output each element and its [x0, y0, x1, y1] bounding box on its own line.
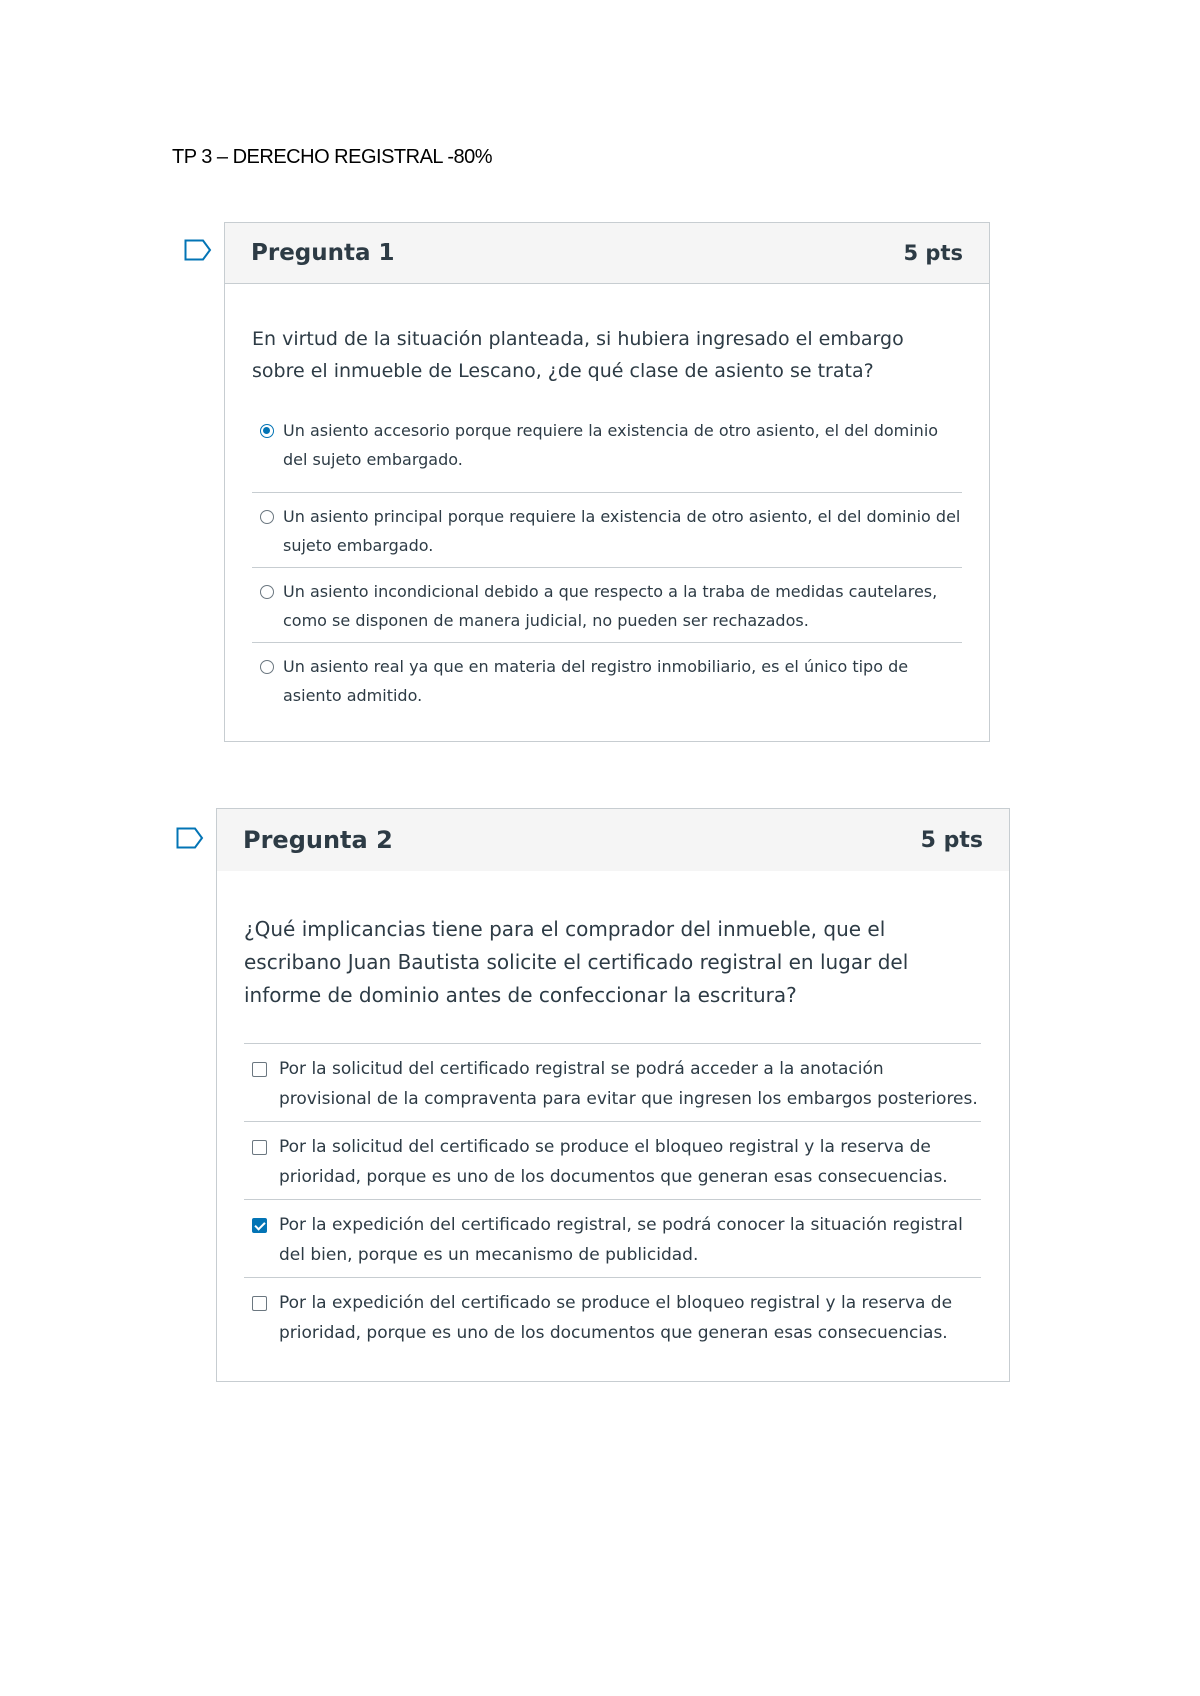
question-2-title: Pregunta 2	[243, 826, 393, 854]
answer-label: Un asiento real ya que en materia del registro inmobiliario, es el único tipo de asiento admitido.	[283, 657, 909, 705]
radio-button[interactable]	[260, 660, 274, 674]
radio-button[interactable]	[260, 585, 274, 599]
question-1-points: 5 pts	[903, 241, 963, 265]
flag-question-1-icon[interactable]	[184, 239, 212, 261]
answer-option[interactable]	[252, 643, 962, 718]
answer-label: Un asiento accesorio porque requiere la existencia de otro asiento, el del dominio del sujeto embargado.	[283, 421, 939, 469]
document-title: TP 3 – DERECHO REGISTRAL -80%	[172, 146, 493, 168]
answer-label: Por la expedición del certificado se produce el bloqueo registral y la reserva de prioridad, porque es uno de los documentos que generan esas consecuencias.	[279, 1293, 953, 1343]
question-2-text: ¿Qué implicancias tiene para el comprador del inmueble, que el escribano Juan Bautista solicite el certificado registral en lugar del informe de dominio antes de confeccionar la escritura?	[244, 917, 909, 1007]
answer-option[interactable]	[244, 1044, 981, 1122]
answer-option[interactable]	[252, 419, 962, 493]
question-1-title: Pregunta 1	[251, 240, 395, 266]
checkbox[interactable]	[252, 1140, 267, 1155]
answer-option[interactable]	[252, 568, 962, 643]
answer-label: Un asiento principal porque requiere la existencia de otro asiento, el del dominio del sujeto embargado.	[283, 507, 961, 555]
question-2-points: 5 pts	[920, 827, 983, 853]
flag-question-2-icon[interactable]	[176, 827, 204, 849]
checkbox[interactable]	[252, 1062, 267, 1077]
radio-button[interactable]	[260, 424, 274, 438]
answer-option[interactable]	[244, 1122, 981, 1200]
question-2-answers	[244, 1043, 981, 1356]
checkbox[interactable]	[252, 1296, 267, 1311]
question-1-answers	[252, 419, 962, 718]
answer-label: Por la expedición del certificado registral, se podrá conocer la situación registral del bien, porque es un mecanismo de publicidad.	[279, 1215, 963, 1265]
question-1-card	[224, 222, 990, 742]
checkbox[interactable]	[252, 1218, 267, 1233]
answer-label: Por la solicitud del certificado se produce el bloqueo registral y la reserva de prioridad, porque es uno de los documentos que generan esas consecuencias.	[279, 1137, 948, 1187]
answer-label: Por la solicitud del certificado registral se podrá acceder a la anotación provisional de la compraventa para evitar que ingresen los embargos posteriores.	[279, 1059, 978, 1109]
answer-option[interactable]	[252, 493, 962, 568]
radio-button[interactable]	[260, 510, 274, 524]
answer-label: Un asiento incondicional debido a que respecto a la traba de medidas cautelares, como se disponen de manera judicial, no pueden ser rechazados.	[283, 582, 938, 630]
question-2-card	[216, 808, 1010, 1382]
question-1-text: En virtud de la situación planteada, si hubiera ingresado el embargo sobre el inmueble de Lescano, ¿de qué clase de asiento se trata?	[252, 328, 904, 382]
answer-option[interactable]	[244, 1278, 981, 1356]
question-1-header	[225, 223, 989, 284]
answer-option[interactable]	[244, 1200, 981, 1278]
question-2-header	[217, 809, 1009, 871]
